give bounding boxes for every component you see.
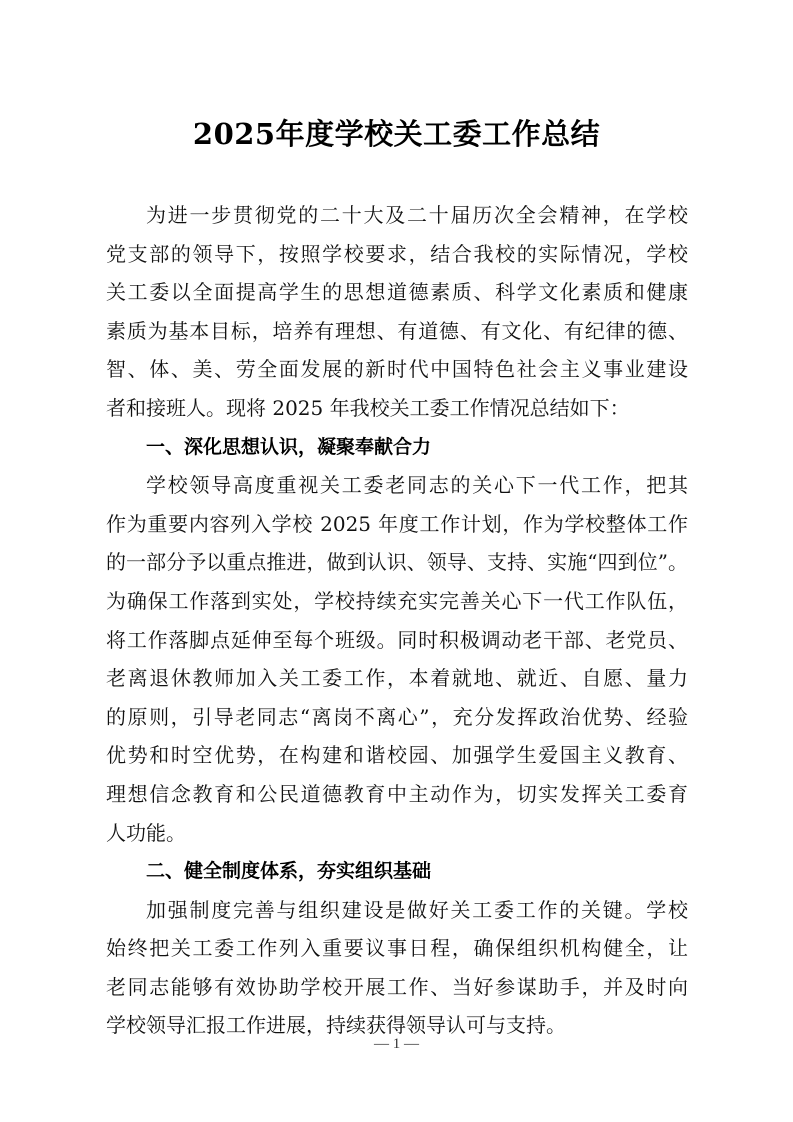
text-line: 学校领导高度重视关工委老同志的关心下一代工作，把其 (146, 473, 688, 498)
text-line: 将工作落脚点延伸至每个班级。同时积极调动老干部、老党员、 (106, 627, 688, 652)
text-line: 人功能。 (106, 820, 186, 845)
text-line: 的一部分予以重点推进，做到认识、领导、支持、实施“四到位”。 (106, 550, 688, 575)
intro-paragraph (106, 196, 688, 428)
section-2-paragraph (106, 891, 688, 1045)
text-line: 者和接班人。现将 2025 年我校关工委工作情况总结如下： (106, 395, 630, 420)
text-line: 为确保工作落到实处，学校持续充实完善关心下一代工作队伍， (106, 588, 688, 613)
text-line: 党支部的领导下，按照学校要求，结合我校的实际情况，学校 (106, 241, 688, 266)
text-line: 作为重要内容列入学校 2025 年度工作计划，作为学校整体工作 (106, 511, 688, 536)
text-line: 理想信念教育和公民道德教育中主动作为，切实发挥关工委育 (106, 781, 688, 806)
text-line: 优势和时空优势，在构建和谐校园、加强学生爱国主义教育、 (106, 743, 688, 768)
text-line: 加强制度完善与组织建设是做好关工委工作的关键。学校 (146, 897, 688, 922)
text-line: 关工委以全面提高学生的思想道德素质、科学文化素质和健康 (106, 280, 688, 305)
text-line: 始终把关工委工作列入重要议事日程，确保组织机构健全，让 (106, 936, 688, 961)
text-line: 老离退休教师加入关工委工作，本着就地、就近、自愿、量力 (106, 666, 688, 691)
document-body (106, 196, 688, 1045)
text-line: 智、体、美、劳全面发展的新时代中国特色社会主义事业建设 (106, 357, 688, 382)
section-heading-2: 二、健全制度体系，夯实组织基础 (146, 860, 432, 883)
text-line: 老同志能够有效协助学校开展工作、当好参谋助手，并及时向 (106, 974, 688, 999)
text-line: 为进一步贯彻党的二十大及二十届历次全会精神，在学校 (146, 203, 688, 227)
text-line: 素质为基本目标，培养有理想、有道德、有文化、有纪律的德、 (106, 318, 688, 343)
page-number: — 1 — (374, 1036, 419, 1052)
text-line: 学校领导汇报工作进展，持续获得领导认可与支持。 (106, 1013, 566, 1038)
section-heading-1: 一、深化思想认识，凝聚奉献合力 (146, 435, 432, 458)
text-line: 的原则，引导老同志“离岗不离心”，充分发挥政治优势、经验 (106, 704, 688, 729)
document-title: 2025年度学校关工委工作总结 (192, 117, 601, 151)
section-1-paragraph (106, 466, 688, 852)
